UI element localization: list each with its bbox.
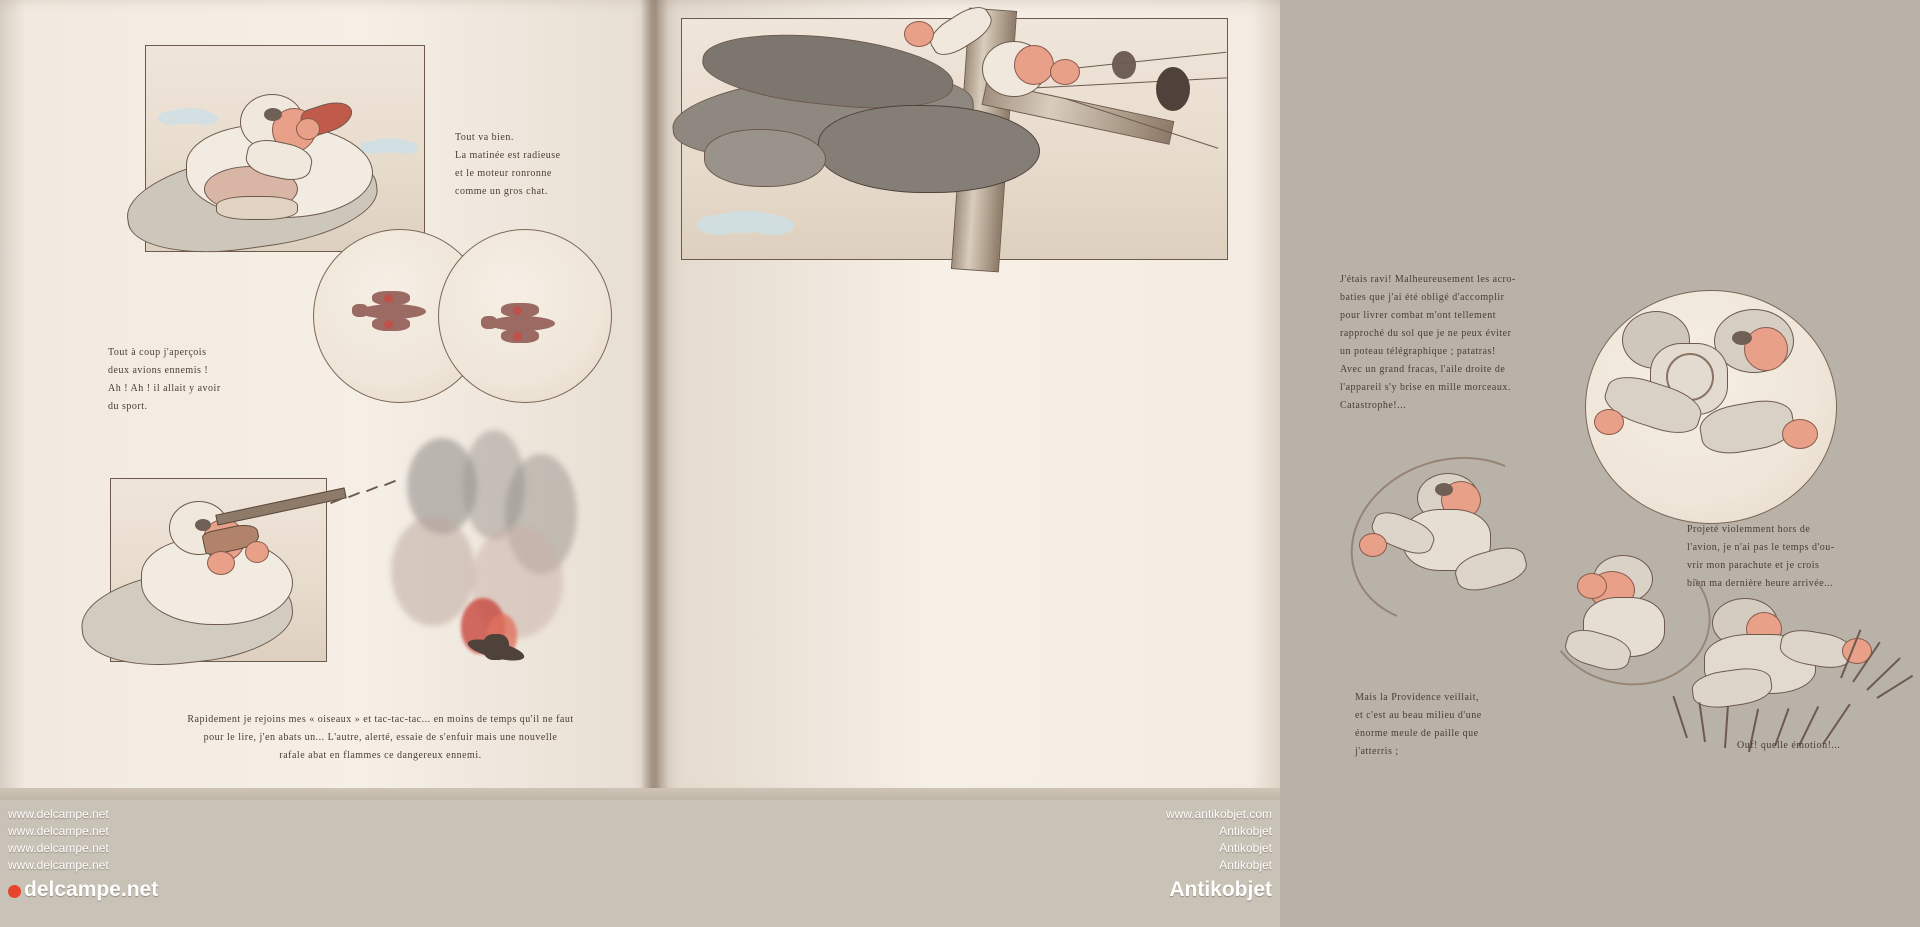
straw [1672,696,1687,738]
caption-line: pour le lire, j'en abats un... L'autre, alerté, essaie de s'enfuir mais une nouvelle [203,732,558,743]
pilot-hand [1050,59,1080,85]
caption-line: baties que j'ai été obligé d'accomplir [1340,292,1505,303]
pilot-hand [245,541,269,563]
watermark-line: www.delcampe.net [8,841,109,855]
caption-line: comme un gros chat. [455,186,548,197]
caption-line: rapproché du sol que je ne peux éviter [1340,328,1512,339]
roundel-marking [384,294,393,303]
pilot-hand [1359,533,1387,557]
pilot-hand [1782,419,1818,449]
caption-line: Ah ! Ah ! il allait y avoir [108,383,221,394]
cloud-icon [710,211,784,233]
right-page [655,0,1841,800]
caption-line: l'avion, je n'ai pas le temps d'ou- [1687,542,1835,553]
goggles-icon [1435,483,1453,496]
caption-line: un poteau télégraphique ; patatras! [1340,346,1496,357]
watermark-line: www.delcampe.net [8,824,109,838]
caption-line: pour livrer combat m'ont tellement [1340,310,1496,321]
caption-line: Mais la Providence veillait, [1355,692,1479,703]
plane-fuselage [818,105,1040,193]
scarf [216,196,298,220]
burning-plane-smoke [375,430,605,680]
caption-line: Tout va bien. [455,132,514,143]
caption-line: et le moteur ronronne [455,168,552,179]
pilot-hand [1594,409,1624,435]
watermark-delcampe [8,806,158,902]
caption-line: énorme meule de paille que [1355,728,1479,739]
caption-tout-va-bien [455,130,605,202]
pilot-ejected-circle [1585,290,1837,524]
crash-telegraph-pole-panel [681,18,1228,260]
book-gutter [640,0,668,800]
plane-tail [704,129,826,187]
roundel-marking [513,332,522,341]
caption-line: deux avions ennemis ! [108,365,209,376]
caption-line: bien ma dernière heure arrivée... [1687,578,1834,589]
left-page [0,0,655,800]
delcampe-dot-icon [8,885,21,898]
watermark-line: www.delcampe.net [8,807,109,821]
caption-line: Ouf! quelle émotion!... [1737,740,1841,751]
pilot-leg [1690,665,1774,712]
watermark-line: www.delcampe.net [8,858,109,872]
cloud-icon [368,138,412,153]
pilot-hand [207,551,235,575]
pilot-shooting-panel [110,478,327,662]
enemy-plane-icon [360,304,426,319]
caption-line: rafale abat en flammes ce dangereux ennemi. [279,750,482,761]
caption-line: j'atterris ; [1355,746,1399,757]
caption-line: l'appareil s'y brise en mille morceaux. [1340,382,1511,393]
falling-plane-wing [483,634,509,660]
watermark-antikobjet [1166,806,1272,902]
enemy-plane-icon [489,316,555,331]
watermark-strip [0,800,1280,927]
goggles-icon [264,108,282,121]
caption-deux-avions [108,345,283,417]
watermark-line: Antikobjet [1219,824,1272,838]
caption-line: du sport. [108,401,148,412]
pilot-hand [1577,573,1607,599]
caption-line: vrir mon parachute et je crois [1687,560,1820,571]
pilot-face [1014,45,1054,85]
caption-line: Rapidement je rejoins mes « oiseaux » et tac-tac-tac... en moins de temps qu'il ne faut [187,714,574,725]
straw [1724,706,1729,748]
mini-tail [481,316,497,329]
roundel-marking [513,306,522,315]
caption-rafale [128,712,633,766]
pilot-hand [904,21,934,47]
caption-line: et c'est au beau milieu d'une [1355,710,1482,721]
pilot-hand [296,118,320,140]
caption-jetais-ravi [1340,272,1565,416]
cloud-icon [166,108,212,124]
straw [1698,702,1706,742]
caption-providence [1355,690,1575,762]
tumbling-pilot-1 [1345,455,1555,630]
watermark-logo [8,878,158,902]
goggles-icon [1732,331,1752,345]
caption-projete [1687,522,1899,594]
caption-line: J'étais ravi! Malheureusement les acro- [1340,274,1516,285]
straw [1876,675,1913,699]
caption-ouf [1737,738,1917,756]
caption-line: Avec un grand fracas, l'aile droite de [1340,364,1506,375]
pilot-drinking-panel [145,45,425,252]
goggles-icon [195,519,211,531]
caption-line: Catastrophe!... [1340,400,1407,411]
watermark-logo: Antikobjet [1169,878,1272,901]
caption-line: Tout à coup j'aperçois [108,347,207,358]
binocular-right-lens [438,229,612,403]
watermark-line: Antikobjet [1219,858,1272,872]
watermark-line: Antikobjet [1219,841,1272,855]
propeller-hub [1156,67,1190,111]
roundel-marking [384,320,393,329]
caption-line: Projeté violemment hors de [1687,524,1811,535]
watermark-line: www.antikobjet.com [1165,807,1272,821]
smoke-puff [391,516,475,626]
insulator [1112,51,1136,79]
mini-tail [352,304,368,317]
caption-line: La matinée est radieuse [455,150,561,161]
watermark-logo-text: delcampe.net [24,878,159,901]
